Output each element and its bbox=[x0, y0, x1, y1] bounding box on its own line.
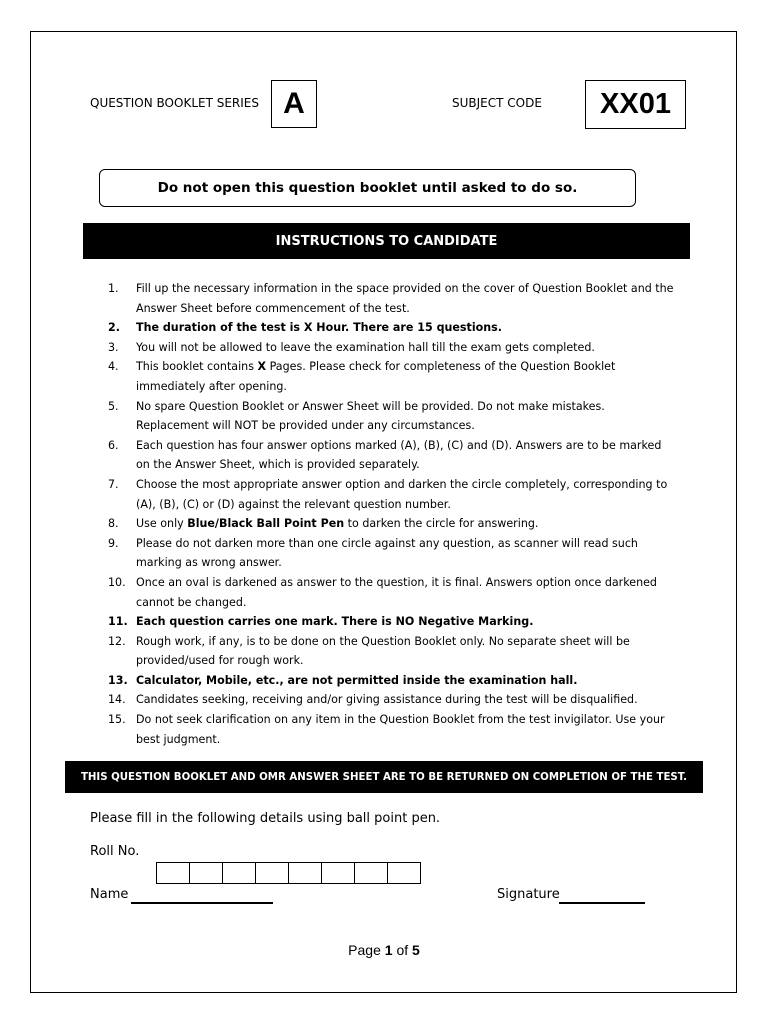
instruction-text: Candidates seeking, receiving and/or giving assistance during the test will be disqualified. bbox=[136, 693, 638, 707]
instruction-item bbox=[108, 514, 678, 534]
instructions-list bbox=[108, 279, 678, 749]
instruction-text: Use only Blue/Black Ball Point Pen to darken the circle for answering. bbox=[136, 517, 539, 531]
instruction-text: Fill up the necessary information in the space provided on the cover of Question Booklet and the Answer Sheet before commencement of the test. bbox=[136, 282, 674, 315]
instruction-number: 14. bbox=[108, 693, 126, 707]
subject-code-label: SUBJECT CODE bbox=[452, 96, 542, 110]
instruction-text: The duration of the test is X Hour. There are 15 questions. bbox=[136, 321, 502, 335]
roll-number-grid[interactable] bbox=[156, 862, 421, 884]
instruction-item bbox=[108, 710, 678, 749]
instruction-number: 1. bbox=[108, 282, 119, 295]
roll-number-cell[interactable] bbox=[156, 862, 190, 884]
total-page-number: 5 bbox=[412, 942, 420, 958]
do-not-open-notice: Do not open this question booklet until asked to do so. bbox=[99, 169, 636, 207]
instruction-item bbox=[108, 573, 678, 612]
series-box: A bbox=[271, 80, 317, 128]
instruction-number: 9. bbox=[108, 536, 119, 550]
instruction-number: 8. bbox=[108, 517, 119, 531]
instruction-number: 12. bbox=[108, 634, 126, 648]
instruction-text: Choose the most appropriate answer option and darken the circle completely, corresponding to (A), (B), (C) or (D) against the relevant question number. bbox=[136, 477, 668, 511]
instruction-text: You will not be allowed to leave the examination hall till the exam gets completed. bbox=[136, 340, 595, 354]
instruction-text: This booklet contains X Pages. Please check for completeness of the Question Booklet immediately after opening. bbox=[136, 360, 616, 393]
subject-code-box: XX01 bbox=[585, 80, 686, 129]
instruction-number: 15. bbox=[108, 713, 126, 727]
instruction-item bbox=[108, 318, 678, 338]
instruction-number: 7. bbox=[108, 477, 119, 491]
instruction-item bbox=[108, 357, 678, 396]
instruction-text: No spare Question Booklet or Answer Sheet will be provided. Do not make mistakes. Replacement will NOT be provided under any circumstances. bbox=[136, 399, 605, 433]
instruction-number: 11. bbox=[108, 615, 128, 629]
roll-number-cell[interactable] bbox=[255, 862, 289, 884]
instruction-text: Please do not darken more than one circle against any question, as scanner will read such marking as wrong answer. bbox=[136, 536, 638, 570]
instruction-number: 2. bbox=[108, 321, 120, 335]
instruction-item bbox=[108, 632, 678, 671]
roll-number-cell[interactable] bbox=[321, 862, 355, 884]
signature-label: Signature bbox=[497, 887, 560, 902]
instruction-item bbox=[108, 475, 678, 514]
roll-number-cell[interactable] bbox=[288, 862, 322, 884]
series-label: QUESTION BOOKLET SERIES bbox=[90, 96, 260, 110]
instruction-text: Each question has four answer options marked (A), (B), (C) and (D). Answers are to be marked on the Answer Sheet, which is provided separately. bbox=[136, 438, 662, 472]
return-notice: THIS QUESTION BOOKLET AND OMR ANSWER SHEET ARE TO BE RETURNED ON COMPLETION OF THE TEST. bbox=[65, 761, 703, 793]
instruction-item bbox=[108, 436, 678, 475]
roll-number-cell[interactable] bbox=[189, 862, 223, 884]
signature-field-line[interactable] bbox=[559, 902, 645, 904]
fill-details-text: Please fill in the following details using ball point pen. bbox=[90, 811, 441, 826]
instruction-number: 13. bbox=[108, 673, 128, 687]
page-footer bbox=[0, 942, 768, 958]
of-word: of bbox=[396, 942, 409, 958]
roll-number-label: Roll No. bbox=[90, 844, 140, 859]
instruction-item bbox=[108, 534, 678, 573]
roll-number-cell[interactable] bbox=[354, 862, 388, 884]
instruction-text: Calculator, Mobile, etc., are not permitted inside the examination hall. bbox=[136, 673, 578, 687]
instruction-number: 6. bbox=[108, 438, 119, 452]
instruction-item bbox=[108, 338, 678, 358]
instruction-text: Do not seek clarification on any item in the Question Booklet from the test invigilator. Use your best judgment. bbox=[136, 713, 665, 746]
instruction-number: 4. bbox=[108, 360, 119, 374]
instruction-text: Once an oval is darkened as answer to the question, it is final. Answers option once darkened cannot be changed. bbox=[136, 575, 657, 609]
page-word: Page bbox=[348, 942, 381, 958]
instruction-number: 5. bbox=[108, 399, 119, 413]
instruction-text: Each question carries one mark. There is NO Negative Marking. bbox=[136, 615, 534, 629]
instruction-number: 3. bbox=[108, 340, 119, 354]
instruction-item bbox=[108, 397, 678, 436]
instructions-title: INSTRUCTIONS TO CANDIDATE bbox=[83, 223, 690, 259]
instruction-item bbox=[108, 690, 678, 710]
current-page-number: 1 bbox=[384, 942, 393, 958]
roll-number-cell[interactable] bbox=[387, 862, 421, 884]
name-label: Name bbox=[90, 887, 129, 902]
instruction-number: 10. bbox=[108, 575, 126, 589]
instruction-item bbox=[108, 279, 678, 318]
roll-number-cell[interactable] bbox=[222, 862, 256, 884]
instruction-item bbox=[108, 612, 678, 632]
instruction-text: Rough work, if any, is to be done on the Question Booklet only. No separate sheet will be provided/used for rough work. bbox=[136, 634, 630, 668]
instruction-item bbox=[108, 671, 678, 691]
name-field-line[interactable] bbox=[131, 902, 273, 904]
